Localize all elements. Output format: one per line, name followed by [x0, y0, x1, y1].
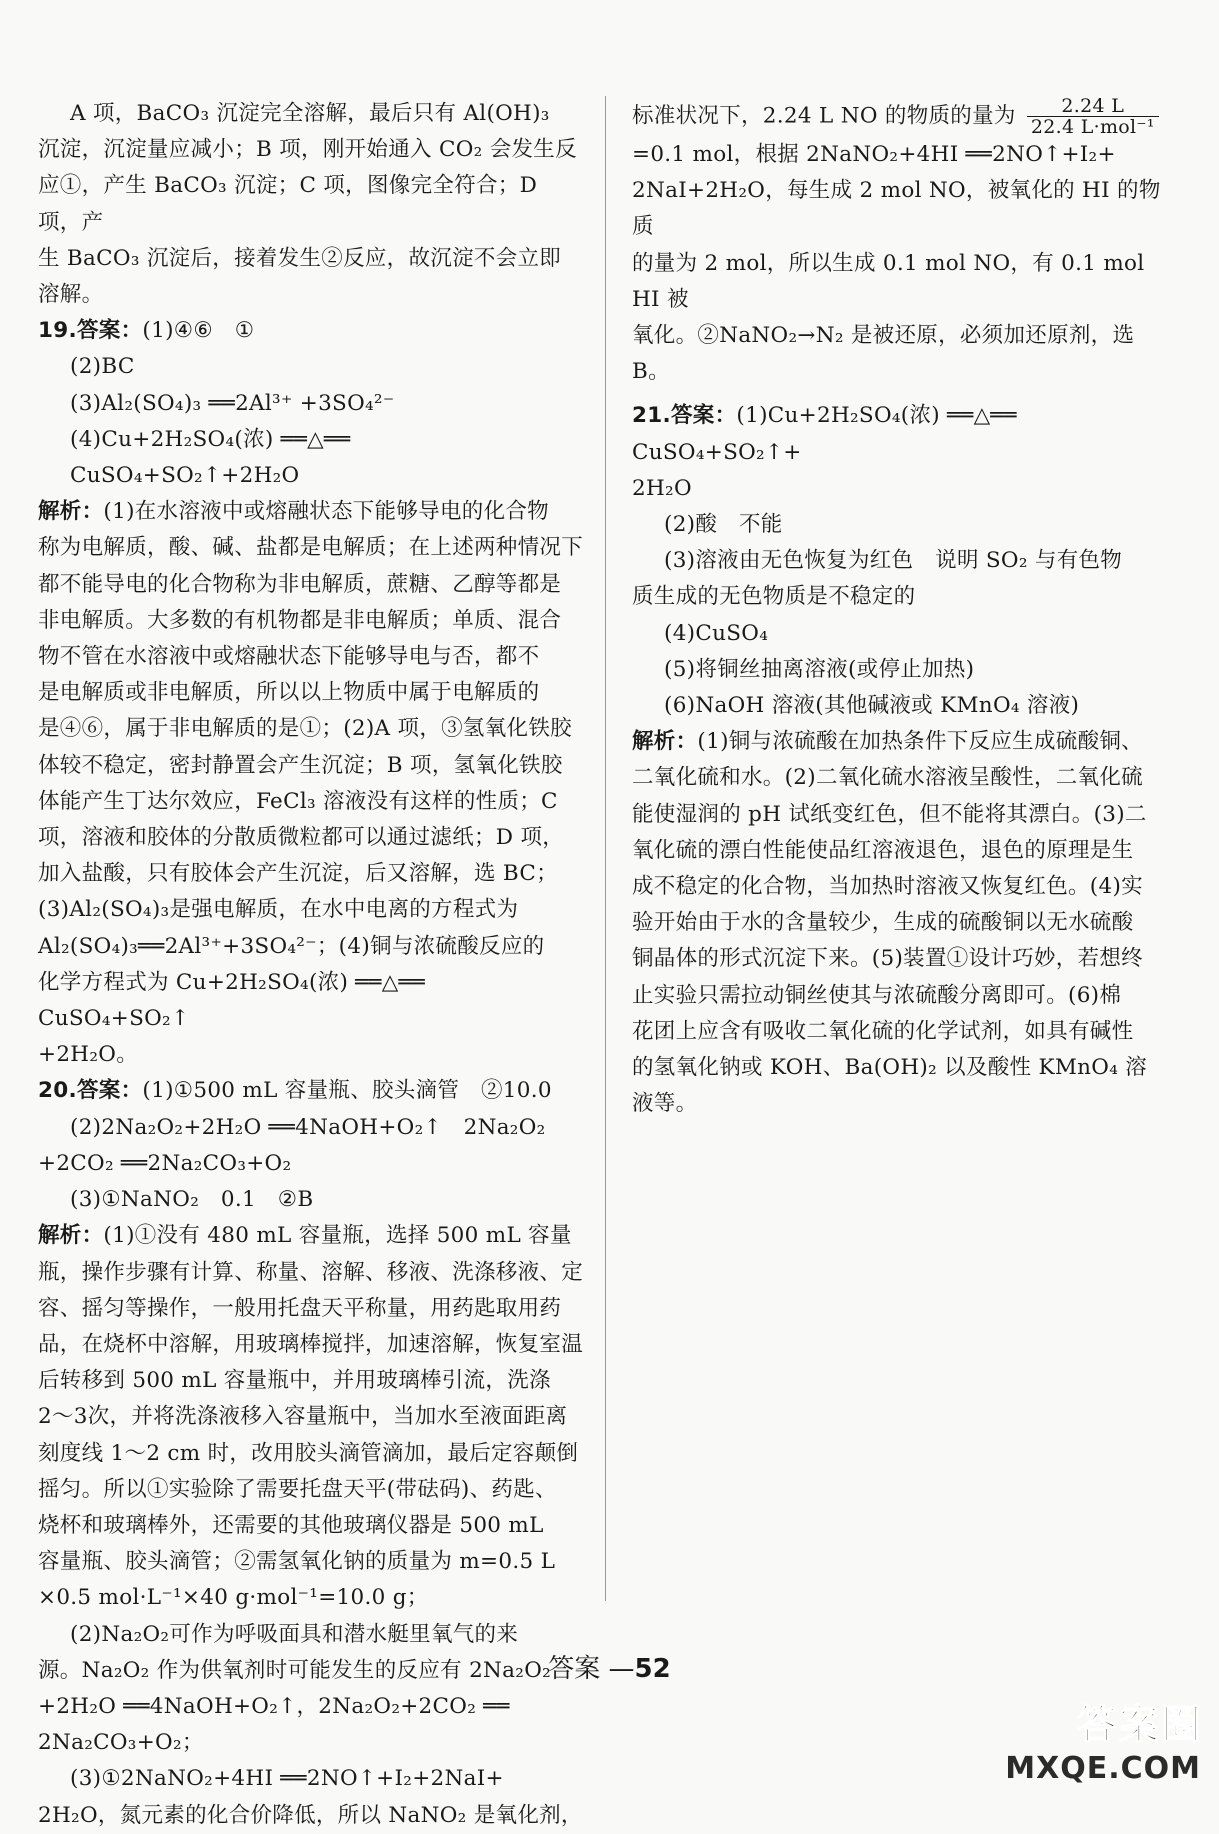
- answer-line: (2)2Na₂O₂+2H₂O ══4NaOH+O₂↑ 2Na₂O₂: [70, 1114, 546, 1140]
- question-20-answer: [38, 1073, 583, 1109]
- text-line: 液等。: [632, 1091, 698, 1117]
- text-line: 都不能导电的化合物称为非电解质，蔗糖、乙醇等都是: [38, 571, 562, 597]
- explanation-label: 解析：: [38, 499, 104, 525]
- text-line: 刻度线 1～2 cm 时，改用胶头滴管滴加，最后定容颠倒: [38, 1440, 579, 1466]
- answer-line: (3)溶液由无色恢复为红色 说明 SO₂ 与有色物: [664, 548, 1123, 574]
- text-line: 应①，产生 BaCO₃ 沉淀；C 项，图像完全符合；D 项，产: [38, 173, 538, 235]
- text-line: 二氧化硫和水。(2)二氧化硫水溶液呈酸性，二氧化硫: [632, 765, 1143, 791]
- answer-line: (4)Cu+2H₂SO₄(浓) ══△══ CuSO₄+SO₂↑+2H₂O: [70, 426, 351, 489]
- text-line: 源。Na₂O₂ 作为供氧剂时可能发生的反应有 2Na₂O₂: [38, 1657, 552, 1683]
- explanation-text: (1)①没有 480 mL 容量瓶，选择 500 mL 容量: [103, 1223, 572, 1249]
- text-line: 的量为 2 mol，所以生成 0.1 mol NO，有 0.1 mol HI 被: [632, 250, 1145, 312]
- text-line: (3)①2NaNO₂+4HI ══2NO↑+I₂+2NaI+: [70, 1766, 504, 1792]
- answer-line: 2H₂O: [632, 475, 692, 501]
- text-line: 2Na₂CO₃+O₂；: [38, 1730, 204, 1756]
- answer-line: (4)CuSO₄: [664, 620, 769, 646]
- text-line: 后转移到 500 mL 容量瓶中，并用玻璃棒引流，洗涤: [38, 1368, 551, 1394]
- answer-line: (3)Al₂(SO₄)₃ ══2Al³⁺ +3SO₄²⁻: [70, 390, 395, 416]
- explanation-label: 解析：: [38, 1223, 104, 1249]
- text-line-with-fraction: [632, 96, 1177, 137]
- explanation-line: [38, 494, 583, 530]
- explanation-label: 解析：: [632, 729, 698, 755]
- column-divider: [605, 96, 606, 1601]
- footer-separator: —: [608, 1654, 635, 1684]
- text-line: 化学方程式为 Cu+2H₂SO₄(浓) ══△══ CuSO₄+SO₂↑: [38, 969, 426, 1032]
- answer-line: +2CO₂ ══2Na₂CO₃+O₂: [38, 1150, 292, 1176]
- text-line: 容量瓶、胶头滴管；②需氢氧化钠的质量为 m=0.5 L: [38, 1549, 556, 1575]
- text-line: 的氢氧化钠或 KOH、Ba(OH)₂ 以及酸性 KMnO₄ 溶: [632, 1055, 1148, 1081]
- question-number: 19.: [38, 318, 77, 344]
- text-line: 是电解质或非电解质，所以以上物质中属于电解质的: [38, 680, 540, 706]
- answer-line: (3)①NaNO₂ 0.1 ②B: [70, 1187, 314, 1213]
- text-line: 氧化。②NaNO₂→N₂ 是被还原，必须加还原剂，选 B。: [632, 323, 1135, 385]
- text-line: 品，在烧杯中溶解，用玻璃棒搅拌，加速溶解，恢复室温: [38, 1331, 584, 1357]
- text-line: 摇匀。所以①实验除了需要托盘天平(带砝码)、药匙、: [38, 1476, 557, 1502]
- page-footer: [0, 1648, 1219, 1685]
- explanation-line: [38, 1218, 583, 1254]
- text-line: 2H₂O，氮元素的化合价降低，所以 NaNO₂ 是氧化剂，: [38, 1802, 583, 1828]
- text-line: 成不稳定的化合物，当加热时溶液又恢复红色。(4)实: [632, 874, 1143, 900]
- explanation-text: (1)铜与浓硫酸在加热条件下反应生成硫酸铜、: [697, 729, 1143, 755]
- text-line: 止实验只需拉动铜丝使其与浓硫酸分离即可。(6)棉: [632, 982, 1122, 1008]
- answer-line: (5)将铜丝抽离溶液(或停止加热): [664, 656, 975, 682]
- text-line: 铜晶体的形式沉淀下来。(5)装置①设计巧妙，若想终: [632, 946, 1143, 972]
- text-line: 验开始由于水的含量较少，生成的硫酸铜以无水硫酸: [632, 910, 1134, 936]
- fraction-numerator: 2.24 L: [1027, 96, 1159, 117]
- text-line: =0.1 mol，根据 2NaNO₂+4HI ══2NO↑+I₂+: [632, 142, 1116, 167]
- answer-line: (6)NaOH 溶液(其他碱液或 KMnO₄ 溶液): [664, 693, 1080, 719]
- answer-text: (1)④⑥ ①: [142, 318, 255, 344]
- answer-label: 答案：: [671, 403, 737, 429]
- text-line: A 项，BaCO₃ 沉淀完全溶解，最后只有 Al(OH)₃: [70, 101, 550, 126]
- watermark-logo: [1005, 1696, 1209, 1792]
- text-line: 2NaI+2H₂O，每生成 2 mol NO，被氧化的 HI 的物质: [632, 178, 1161, 240]
- answer-line: 质生成的无色物质是不稳定的: [632, 584, 916, 610]
- answer-text: (1)Cu+2H₂SO₄(浓) ══△══ CuSO₄+SO₂↑+: [632, 403, 1017, 465]
- fraction-denominator: 22.4 L·mol⁻¹: [1030, 116, 1155, 138]
- answer-label: 答案：: [77, 1078, 143, 1104]
- text-line: 沉淀，沉淀量应减小；B 项，刚开始通入 CO₂ 会发生反: [38, 137, 577, 163]
- text-line: 2～3次，并将洗涤液移入容量瓶中，当加水至液面距离: [38, 1404, 568, 1430]
- text-line: 项，溶液和胶体的分散质微粒都可以通过滤纸；D 项，: [38, 825, 565, 851]
- footer-label: 答案: [548, 1654, 601, 1684]
- answer-line: (2)酸 不能: [664, 512, 783, 538]
- right-column: [632, 96, 1177, 1122]
- text-line: 生 BaCO₃ 沉淀后，接着发生②反应，故沉淀不会立即: [38, 245, 562, 271]
- question-21-answer: [632, 398, 1177, 470]
- text-line: 烧杯和玻璃棒外，还需要的其他玻璃仪器是 500 mL: [38, 1512, 544, 1538]
- text-line: 物不管在水溶液中或熔融状态下能够导电与否，都不: [38, 644, 540, 670]
- text-line: (2)Na₂O₂可作为呼吸面具和潜水艇里氧气的来: [70, 1621, 519, 1647]
- text-line: +2H₂O ══4NaOH+O₂↑，2Na₂O₂+2CO₂ ══: [38, 1693, 510, 1719]
- text-line: 非电解质。大多数的有机物都是非电解质；单质、混合: [38, 607, 562, 633]
- text-line: 花团上应含有吸收二氧化硫的化学试剂，如具有碱性: [632, 1018, 1134, 1044]
- text-line: +2H₂O。: [38, 1042, 138, 1068]
- text-line: 氧化硫的漂白性能使品红溶液退色，退色的原理是生: [632, 837, 1134, 863]
- question-number: 21.: [632, 403, 671, 429]
- text-line: 溶解。: [38, 282, 104, 308]
- text-line: 体能产生丁达尔效应，FeCl₃ 溶液没有这样的性质；C: [38, 788, 558, 814]
- text-line: 体较不稳定，密封静置会产生沉淀；B 项，氢氧化铁胶: [38, 752, 563, 778]
- watermark-text: 答案圈: [1077, 1702, 1203, 1748]
- text-line: 瓶，操作步骤有计算、称量、溶解、移液、洗涤移液、定: [38, 1259, 584, 1285]
- watermark-url: MXQE.COM: [1005, 1751, 1201, 1786]
- text-line: 容、摇匀等操作，一般用托盘天平称量，用药匙取用药: [38, 1295, 562, 1321]
- question-number: 20.: [38, 1078, 77, 1104]
- fraction: [1027, 96, 1159, 137]
- text-line: 能使湿润的 pH 试纸变红色，但不能将其漂白。(3)二: [632, 801, 1147, 827]
- text-line: ×0.5 mol·L⁻¹×40 g·mol⁻¹=10.0 g；: [38, 1585, 429, 1611]
- text-line: 是④⑥，属于非电解质的是①；(2)A 项，③氢氧化铁胶: [38, 716, 572, 742]
- explanation-line: [632, 724, 1177, 760]
- text-line: Al₂(SO₄)₃══2Al³⁺+3SO₄²⁻；(4)铜与浓硫酸反应的: [38, 933, 545, 959]
- answer-label: 答案：: [77, 318, 143, 344]
- answer-text: (1)①500 mL 容量瓶、胶头滴管 ②10.0: [142, 1078, 552, 1104]
- text-line: 加入盐酸，只有胶体会产生沉淀，后又溶解，选 BC；: [38, 861, 558, 887]
- left-column: [38, 96, 583, 1834]
- page-number: 52: [634, 1654, 671, 1684]
- text-line: 称为电解质，酸、碱、盐都是电解质；在上述两种情况下: [38, 535, 584, 561]
- text-fragment: 标准状况下，2.24 L NO 的物质的量为: [632, 103, 1016, 129]
- answer-line: (2)BC: [70, 354, 135, 380]
- explanation-text: (1)在水溶液中或熔融状态下能够导电的化合物: [103, 499, 549, 525]
- text-line: (3)Al₂(SO₄)₃是强电解质，在水中电离的方程式为: [38, 897, 519, 923]
- question-19-answer: [38, 313, 583, 349]
